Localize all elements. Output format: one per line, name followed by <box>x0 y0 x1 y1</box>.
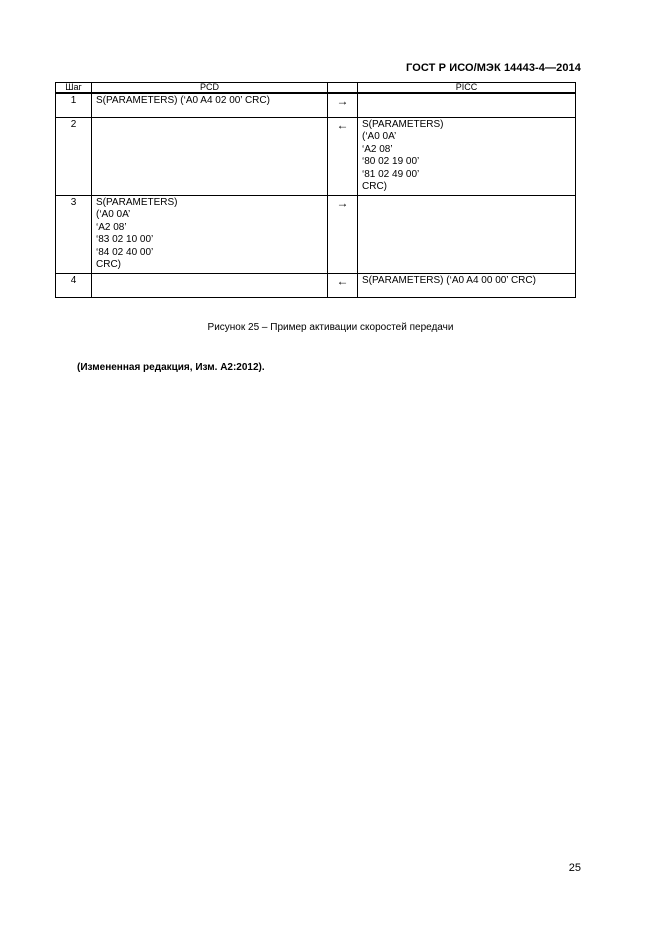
table-header-row <box>56 83 576 94</box>
header-pcd: PCD <box>92 83 328 94</box>
header-step: Шаг <box>56 83 92 94</box>
picc-message-cell <box>358 117 576 195</box>
picc-message-line: ‘81 02 49 00’ <box>362 168 420 180</box>
picc-message-line: S(PARAMETERS) <box>362 118 444 130</box>
document-header: ГОСТ Р ИСО/МЭК 14443-4—2014 <box>406 62 581 74</box>
pcd-message-cell <box>92 195 328 273</box>
pcd-message-line: S(PARAMETERS) (‘A0 A4 02 00’ CRC) <box>96 95 270 106</box>
step-cell: 3 <box>56 195 92 273</box>
picc-message-cell <box>358 273 576 297</box>
picc-message-line: S(PARAMETERS) (‘A0 A4 00 00’ CRC) <box>362 274 536 286</box>
pcd-message-cell <box>92 273 328 297</box>
table-row <box>56 117 576 195</box>
direction-arrow-icon: ← <box>328 117 358 195</box>
picc-message-cell <box>358 93 576 117</box>
pcd-message-line: ‘A2 08’ <box>96 221 127 233</box>
picc-message-cell <box>358 195 576 273</box>
step-cell: 1 <box>56 93 92 117</box>
picc-message-line: ‘A2 08’ <box>362 143 393 155</box>
direction-arrow-icon: → <box>328 93 358 117</box>
pcd-message-line: (‘A0 0A’ <box>96 209 131 220</box>
picc-message-line: CRC) <box>362 181 387 192</box>
page-number: 25 <box>568 862 581 874</box>
amendment-note: (Измененная редакция, Изм. А2:2012). <box>77 362 265 373</box>
step-cell: 2 <box>56 117 92 195</box>
direction-arrow-icon: ← <box>328 273 358 297</box>
pcd-message-line: CRC) <box>96 259 121 270</box>
header-picc: PICC <box>358 83 576 94</box>
step-cell: 4 <box>56 273 92 297</box>
pcd-message-line: ‘83 02 10 00’ <box>96 234 154 245</box>
table-row <box>56 93 576 117</box>
pcd-message-cell <box>92 117 328 195</box>
table-body <box>56 93 576 297</box>
header-arrow <box>328 83 358 94</box>
table-row <box>56 195 576 273</box>
direction-arrow-icon: → <box>328 195 358 273</box>
picc-message-line: (‘A0 0A’ <box>362 131 397 142</box>
pcd-message-line: S(PARAMETERS) <box>96 196 178 208</box>
figure-caption: Рисунок 25 – Пример активации скоростей передачи <box>207 322 454 333</box>
parameters-exchange-table <box>55 82 576 298</box>
pcd-message-line: ‘84 02 40 00’ <box>96 246 154 258</box>
pcd-message-cell <box>92 93 328 117</box>
picc-message-line: ‘80 02 19 00’ <box>362 156 420 167</box>
table-row <box>56 273 576 297</box>
